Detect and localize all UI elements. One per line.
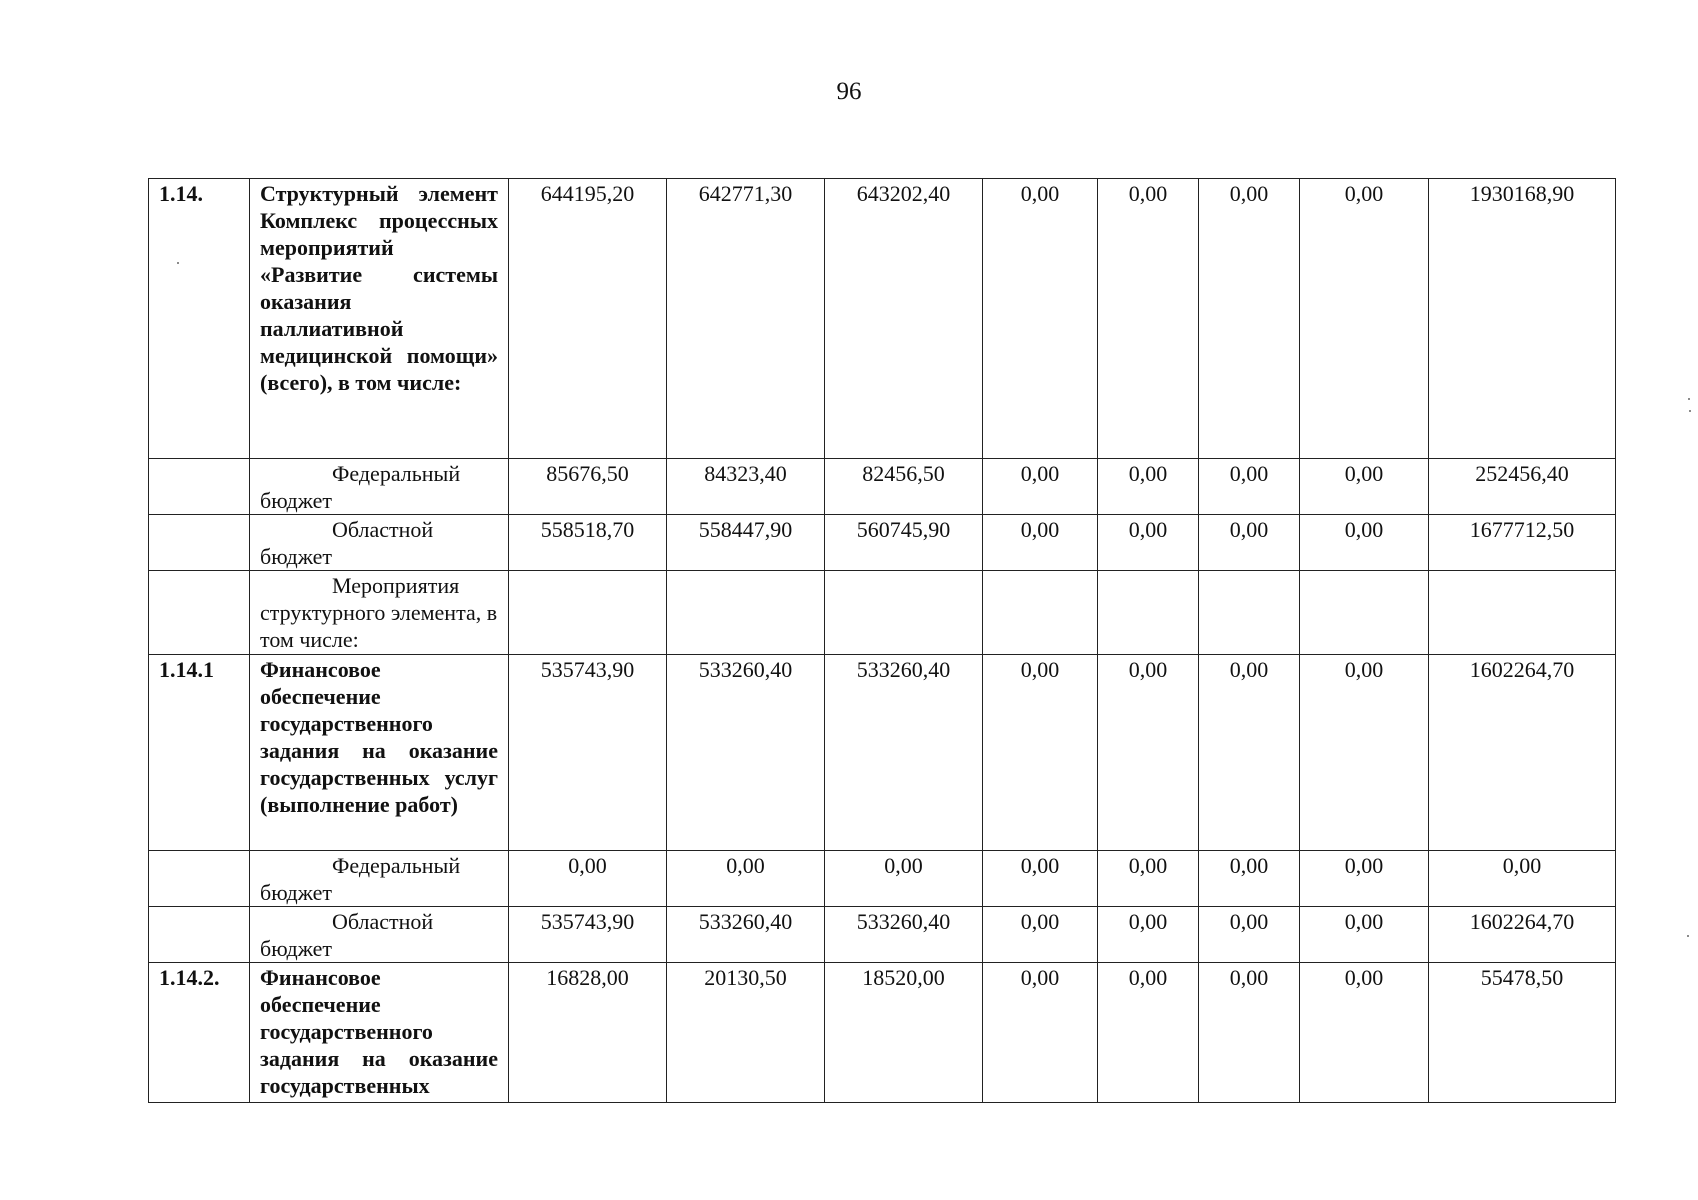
row-code: 1.14.1 [149,655,250,851]
value-cell [825,571,983,655]
row-name: Областной бюджет [250,515,509,571]
value-cell: 0,00 [1300,459,1429,515]
value-cell: 0,00 [1199,907,1300,963]
value-cell: 0,00 [667,851,825,907]
value-cell: 0,00 [1300,851,1429,907]
value-cell [983,571,1098,655]
row-name: Финансовое обеспечение государственного задания на оказание государственных услуг (выполнение работ) [250,655,509,851]
value-cell: 535743,90 [509,655,667,851]
value-cell: 0,00 [983,655,1098,851]
value-cell: 0,00 [983,851,1098,907]
value-cell: 0,00 [1429,851,1616,907]
value-cell [509,571,667,655]
value-cell: 0,00 [1199,515,1300,571]
value-cell: 55478,50 [1429,963,1616,1103]
value-cell: 535743,90 [509,907,667,963]
value-cell: 533260,40 [825,907,983,963]
value-cell [1300,571,1429,655]
value-cell: 643202,40 [825,179,983,459]
value-cell: 0,00 [1300,907,1429,963]
value-cell: 644195,20 [509,179,667,459]
table-row [149,907,1616,963]
value-cell: 18520,00 [825,963,983,1103]
value-cell [1098,571,1199,655]
table-row [149,571,1616,655]
value-cell [1429,571,1616,655]
value-cell: 0,00 [1199,179,1300,459]
value-cell: 558447,90 [667,515,825,571]
table-row [149,179,1616,459]
row-name: Областной бюджет [250,907,509,963]
value-cell: 82456,50 [825,459,983,515]
row-name: Структурный элемент Комплекс процессных мероприятий «Развитие системы оказания паллиативной медицинской помощи» (всего), в том числе: [250,179,509,459]
row-code [149,515,250,571]
value-cell: 85676,50 [509,459,667,515]
value-cell: 0,00 [1098,907,1199,963]
scan-speck [1688,398,1690,400]
value-cell: 0,00 [983,907,1098,963]
table-row [149,655,1616,851]
value-cell: 20130,50 [667,963,825,1103]
table-row [149,963,1616,1103]
row-code [149,571,250,655]
value-cell: 560745,90 [825,515,983,571]
row-code: 1.14.2. [149,963,250,1103]
budget-table [148,178,1616,1103]
value-cell: 558518,70 [509,515,667,571]
row-name: Мероприятия структурного элемента, в том числе: [250,571,509,655]
scan-speck [1687,935,1689,937]
value-cell: 16828,00 [509,963,667,1103]
value-cell: 1602264,70 [1429,655,1616,851]
value-cell: 252456,40 [1429,459,1616,515]
scan-speck [177,262,179,264]
value-cell [1199,571,1300,655]
value-cell: 0,00 [1199,963,1300,1103]
value-cell: 0,00 [1098,655,1199,851]
value-cell: 0,00 [1300,655,1429,851]
value-cell: 1602264,70 [1429,907,1616,963]
value-cell: 0,00 [1199,851,1300,907]
value-cell: 533260,40 [667,907,825,963]
row-code [149,907,250,963]
value-cell: 0,00 [1098,179,1199,459]
value-cell: 0,00 [1098,851,1199,907]
table-row [149,459,1616,515]
value-cell: 0,00 [983,515,1098,571]
value-cell: 0,00 [983,459,1098,515]
value-cell: 1677712,50 [1429,515,1616,571]
value-cell [667,571,825,655]
value-cell: 0,00 [983,963,1098,1103]
value-cell: 0,00 [509,851,667,907]
value-cell: 642771,30 [667,179,825,459]
value-cell: 0,00 [825,851,983,907]
row-name: Федеральный бюджет [250,459,509,515]
value-cell: 0,00 [1098,963,1199,1103]
table-row [149,851,1616,907]
page-number: 96 [836,78,862,105]
budget-table-body [149,179,1616,1103]
row-name: Финансовое обеспечение государственного задания на оказание государственных [250,963,509,1103]
value-cell: 1930168,90 [1429,179,1616,459]
value-cell: 0,00 [1300,963,1429,1103]
value-cell: 0,00 [1199,459,1300,515]
value-cell: 533260,40 [667,655,825,851]
value-cell: 533260,40 [825,655,983,851]
scan-speck [1689,410,1691,412]
row-name: Федеральный бюджет [250,851,509,907]
value-cell: 0,00 [1098,459,1199,515]
value-cell: 0,00 [1098,515,1199,571]
value-cell: 0,00 [1199,655,1300,851]
value-cell: 0,00 [1300,515,1429,571]
table-row [149,515,1616,571]
value-cell: 0,00 [1300,179,1429,459]
row-code [149,459,250,515]
row-code: 1.14. [149,179,250,459]
value-cell: 84323,40 [667,459,825,515]
row-code [149,851,250,907]
value-cell: 0,00 [983,179,1098,459]
